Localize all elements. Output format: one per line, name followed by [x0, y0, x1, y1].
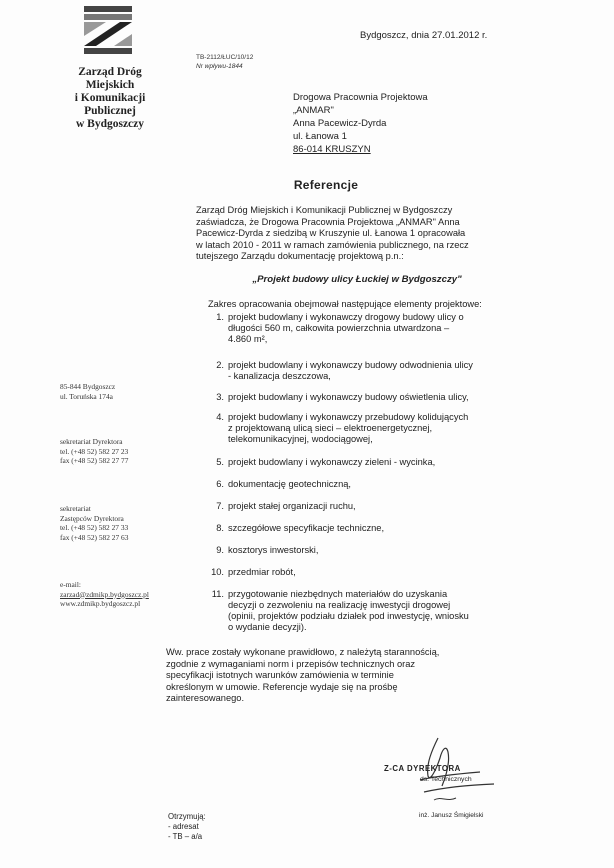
closing-line: zgodnie z wymaganiami norm i przepisów technicznych oraz — [166, 658, 416, 669]
organization-name — [60, 66, 160, 131]
intro-paragraph — [196, 205, 518, 263]
list-item-line: przedmiar robót, — [228, 567, 296, 577]
closing-line: zainteresowanego. — [166, 693, 245, 703]
list-item-number: 9. — [216, 545, 224, 555]
list-item-number: 1. — [216, 312, 224, 322]
list-item-line: projekt budowlany i wykonawczy zieleni - wycinka, — [228, 457, 436, 467]
signature-title: Z-CA DYREKTORA — [384, 764, 461, 773]
document-heading: Referencje — [293, 178, 359, 192]
list-item-line: projekt stałej organizacji ruchu, — [228, 501, 356, 511]
list-item-line: projekt budowlany i wykonawczy budowy odwodnienia ulicy — [228, 360, 473, 370]
list-item-line: szczegółowe specyfikacje techniczne, — [228, 523, 385, 533]
sidebar-contact-online — [60, 580, 149, 609]
list-item — [208, 412, 508, 445]
recipient-line: „ANMAR" — [293, 105, 334, 116]
list-item-line: projekt budowlany i wykonawczy drogowy budowy ulicy o — [228, 312, 464, 322]
sidebar-line: sekretariat Dyrektora — [60, 437, 123, 446]
list-item-number: 10. — [211, 567, 224, 577]
list-item — [208, 501, 508, 512]
incoming-number: Nr wpływu-1844 — [196, 63, 243, 70]
scope-intro: Zakres opracowania obejmował następujące elementy projektowe: — [208, 299, 482, 309]
list-item — [208, 312, 508, 345]
sidebar-address — [60, 382, 115, 401]
list-item-line: z projektowaną ulicą sieci – elektroenergetycznej, — [228, 423, 433, 433]
list-item-number: 4. — [216, 412, 224, 422]
project-title: „Projekt budowy ulicy Łuckiej w Bydgoszczy" — [252, 274, 462, 285]
recipients-label: Otrzymują: — [168, 812, 206, 821]
sidebar-line: fax (+48 52) 582 27 63 — [60, 532, 129, 542]
intro-line: zaświadcza, że Drogowa Pracownia Projektowa „ANMAR" Anna — [196, 216, 460, 227]
recipient-postal: 86-014 KRUSZYN — [293, 144, 371, 155]
recipient-address — [293, 91, 428, 156]
sidebar-secretariat-deputies — [60, 504, 128, 542]
closing-line: Ww. prace zostały wykonane prawidłowo, z należytą starannością, — [166, 647, 440, 657]
list-item — [208, 457, 508, 468]
list-item-line: kosztorys inwestorski, — [228, 545, 319, 555]
signature-name: inż. Janusz Śmigielski — [419, 812, 484, 819]
list-item-line: długości 560 m, całkowita powierzchnia utwardzona – — [228, 323, 450, 333]
list-item-number: 11. — [211, 589, 224, 599]
list-item-line: 4.860 m², — [228, 334, 268, 344]
list-item — [208, 567, 508, 578]
list-item — [208, 360, 508, 382]
intro-line: Zarząd Dróg Miejskich i Komunikacji Publicznej w Bydgoszczy — [196, 205, 453, 215]
list-item-line: telekomunikacyjnej, wodociągowej, — [228, 434, 373, 444]
sidebar-line: tel. (+48 52) 582 27 33 — [60, 523, 129, 533]
list-item — [208, 392, 508, 403]
closing-line: specyfikacji istotnych warunków zamówienia w terminie — [166, 670, 394, 680]
recipient-line: ul. Łanowa 1 — [293, 131, 347, 142]
intro-line: Pacewicz-Dyrda z siedzibą w Kruszynie ul. Łanowa 1 opracowała — [196, 228, 466, 238]
organization-line: Publicznej — [84, 105, 136, 117]
list-item — [208, 545, 508, 556]
intro-line: tutejszego Zarządu dokumentację projektową p.n.: — [196, 251, 404, 261]
sidebar-line: 85-844 Bydgoszcz — [60, 382, 116, 391]
letter-date: Bydgoszcz, dnia 27.01.2012 r. — [360, 30, 488, 41]
closing-paragraph — [166, 647, 496, 705]
list-item — [208, 523, 508, 534]
list-item-number: 5. — [216, 457, 224, 467]
document-heading-wrap — [0, 178, 614, 192]
list-item-number: 7. — [216, 501, 224, 511]
organization-line: i Komunikacji — [74, 92, 146, 104]
recipients-line: - TB – a/a — [168, 831, 203, 841]
recipient-line: Anna Pacewicz-Dyrda — [293, 118, 387, 129]
sidebar-line: fax (+48 52) 582 27 77 — [60, 456, 129, 466]
list-item-line: projekt budowlany i wykonawczy budowy oświetlenia ulicy, — [228, 392, 469, 402]
list-item-line: o wydanie decyzji). — [228, 622, 307, 632]
organization-line: Miejskich — [85, 79, 135, 91]
zdmikp-logo-icon — [80, 4, 136, 56]
signature-subtitle: ds. Technicznych — [420, 776, 472, 783]
organization-line: Zarząd Dróg — [78, 66, 142, 78]
list-item-line: decyzji o zezwoleniu na realizację inwestycji drogowej — [228, 600, 451, 610]
sidebar-line: ul. Toruńska 174a — [60, 391, 113, 401]
email-link[interactable]: zarzad@zdmikp.bydgoszcz.pl — [60, 589, 149, 599]
list-item-number: 6. — [216, 479, 224, 489]
sidebar-line: tel. (+48 52) 582 27 23 — [60, 446, 129, 456]
sidebar-line: Zastępców Dyrektora — [60, 513, 124, 523]
recipients-line: - adresat — [168, 821, 199, 831]
email-label: e-mail: — [60, 580, 81, 589]
sidebar-line: sekretariat — [60, 504, 91, 513]
list-item-number: 3. — [216, 392, 224, 402]
list-item-number: 2. — [216, 360, 224, 370]
list-item-line: - kanalizacja deszczowa, — [228, 371, 331, 381]
list-item-line: (opinii, projektów podziału działek pod inwestycję, wniosku — [228, 611, 469, 621]
intro-line: w latach 2010 - 2011 w ramach zamówienia publicznego, na rzecz — [196, 239, 469, 250]
website-link[interactable]: www.zdmikp.bydgoszcz.pl — [60, 599, 141, 609]
list-item-line: przygotowanie niezbędnych materiałów do uzyskania — [228, 589, 448, 599]
reference-block — [196, 53, 253, 71]
list-item-line: dokumentację geotechniczną, — [228, 479, 352, 489]
list-item-line: projekt budowlany i wykonawczy przebudowy kolidujących — [228, 412, 469, 422]
list-item — [208, 479, 508, 490]
sidebar-secretariat-director — [60, 437, 128, 466]
organization-line: w Bydgoszczy — [75, 118, 145, 130]
list-item — [208, 589, 508, 633]
recipients-block — [168, 812, 206, 841]
list-item-number: 8. — [216, 523, 224, 533]
closing-line: określonym w umowie. Referencje wydaje się na prośbę — [166, 681, 398, 692]
reference-number: TB-2112/ŁUC/10/12 — [196, 54, 254, 61]
recipient-line: Drogowa Pracownia Projektowa — [293, 92, 428, 103]
